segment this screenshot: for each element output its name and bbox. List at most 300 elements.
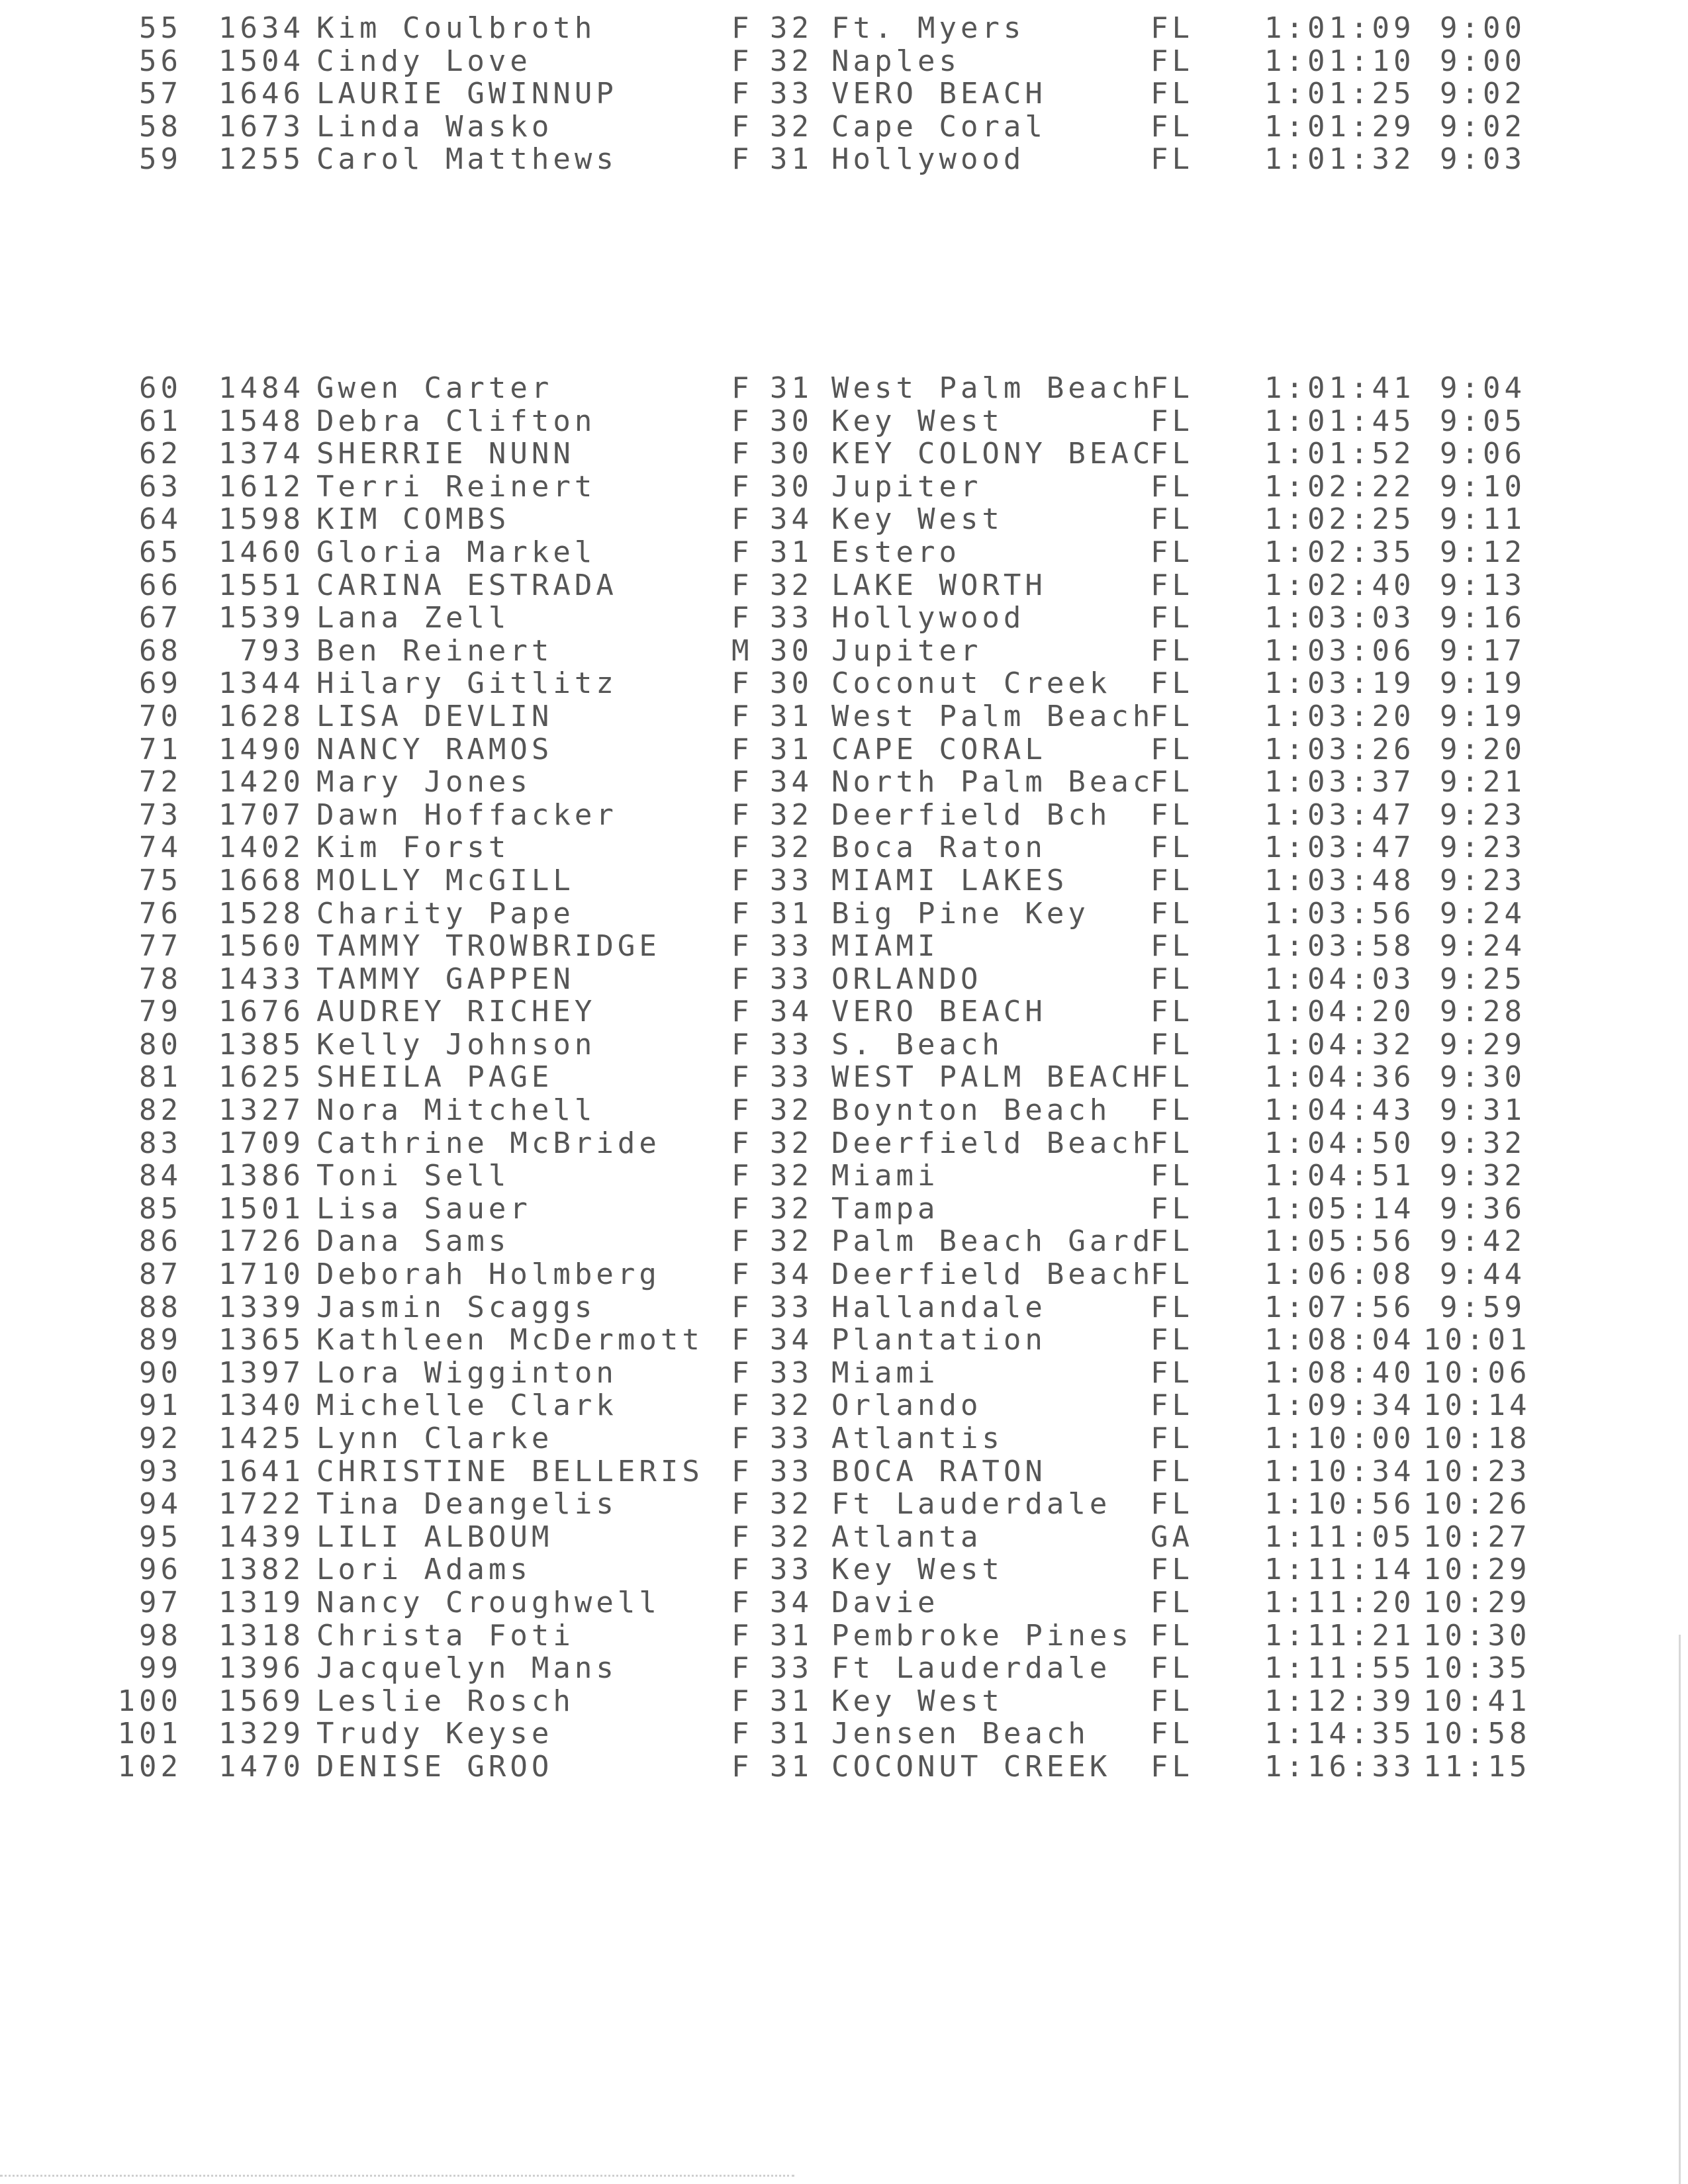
age-cell: 30 (770, 404, 813, 438)
result-row (0, 602, 1688, 635)
bib-cell: 1539 (218, 601, 305, 635)
place-cell: 101 (117, 1717, 182, 1751)
bib-cell: 1385 (218, 1027, 305, 1062)
age-cell: 33 (770, 863, 813, 897)
result-row (0, 1553, 1688, 1586)
results-block-top (0, 12, 1688, 176)
bib-cell: 1420 (218, 765, 305, 799)
result-row (0, 667, 1688, 700)
age-cell: 32 (770, 11, 813, 45)
city-cell: Key West (831, 404, 1004, 438)
result-row (0, 635, 1688, 668)
place-cell: 64 (139, 502, 182, 537)
state-cell: FL (1150, 1126, 1194, 1160)
pace-cell: 9:21 (1440, 765, 1526, 799)
age-cell: 32 (770, 797, 813, 832)
city-cell: Pembroke Pines (831, 1618, 1133, 1653)
age-cell: 31 (770, 1717, 813, 1751)
time-cell: 1:11:20 (1264, 1585, 1415, 1619)
sex-cell: F (731, 437, 753, 471)
place-cell: 67 (139, 601, 182, 635)
state-cell: FL (1150, 831, 1194, 865)
place-cell: 100 (117, 1684, 182, 1718)
sex-cell: F (731, 831, 753, 865)
name-cell: Terri Reinert (316, 469, 596, 504)
result-row (0, 143, 1688, 176)
sex-cell: F (731, 1553, 753, 1587)
name-cell: Linda Wasko (316, 109, 553, 144)
state-cell: FL (1150, 929, 1194, 964)
place-cell: 76 (139, 896, 182, 931)
time-cell: 1:03:37 (1264, 765, 1415, 799)
pace-cell: 9:13 (1440, 568, 1526, 602)
city-cell: Deerfield Beach (831, 1257, 1154, 1292)
bib-cell: 1344 (218, 666, 305, 701)
place-cell: 63 (139, 469, 182, 504)
state-cell: FL (1150, 1093, 1194, 1128)
bib-cell: 1396 (218, 1651, 305, 1686)
results-block-main (0, 372, 1688, 1784)
time-cell: 1:02:22 (1264, 469, 1415, 504)
age-cell: 34 (770, 1323, 813, 1357)
pace-cell: 9:12 (1440, 535, 1526, 569)
name-cell: Cathrine McBride (316, 1126, 661, 1160)
city-cell: Palm Beach Gard (831, 1224, 1154, 1259)
pace-cell: 10:14 (1423, 1388, 1531, 1423)
state-cell: FL (1150, 896, 1194, 931)
time-cell: 1:10:34 (1264, 1454, 1415, 1488)
result-row (0, 1652, 1688, 1685)
bib-cell: 1726 (218, 1224, 305, 1259)
bib-cell: 1569 (218, 1684, 305, 1718)
place-cell: 61 (139, 404, 182, 438)
age-cell: 30 (770, 437, 813, 471)
result-row (0, 77, 1688, 111)
pace-cell: 10:27 (1423, 1520, 1531, 1554)
state-cell: FL (1150, 11, 1194, 45)
age-cell: 32 (770, 109, 813, 144)
scan-edge-line (1679, 1635, 1681, 2184)
result-row (0, 1160, 1688, 1193)
age-cell: 31 (770, 1618, 813, 1653)
pace-cell: 10:06 (1423, 1355, 1531, 1390)
sex-cell: F (731, 765, 753, 799)
city-cell: West Palm Beach (831, 699, 1154, 733)
age-cell: 34 (770, 1585, 813, 1619)
sex-cell: F (731, 109, 753, 144)
result-row (0, 1061, 1688, 1094)
state-cell: FL (1150, 1224, 1194, 1259)
pace-cell: 9:20 (1440, 732, 1526, 766)
name-cell: Hilary Gitlitz (316, 666, 618, 701)
sex-cell: F (731, 1651, 753, 1686)
state-cell: FL (1150, 502, 1194, 537)
state-cell: FL (1150, 568, 1194, 602)
result-row (0, 45, 1688, 78)
age-cell: 30 (770, 633, 813, 668)
state-cell: FL (1150, 1454, 1194, 1488)
state-cell: FL (1150, 437, 1194, 471)
pace-cell: 9:17 (1440, 633, 1526, 668)
sex-cell: F (731, 601, 753, 635)
pace-cell: 9:11 (1440, 502, 1526, 537)
name-cell: AUDREY RICHEY (316, 995, 596, 1029)
city-cell: ORLANDO (831, 962, 982, 996)
sex-cell: F (731, 1388, 753, 1423)
name-cell: TAMMY GAPPEN (316, 962, 575, 996)
pace-cell: 9:32 (1440, 1159, 1526, 1193)
sex-cell: F (731, 995, 753, 1029)
time-cell: 1:01:29 (1264, 109, 1415, 144)
state-cell: FL (1150, 995, 1194, 1029)
state-cell: FL (1150, 44, 1194, 78)
time-cell: 1:07:56 (1264, 1290, 1415, 1324)
result-row (0, 1389, 1688, 1422)
time-cell: 1:12:39 (1264, 1684, 1415, 1718)
state-cell: FL (1150, 109, 1194, 144)
sex-cell: F (731, 77, 753, 111)
place-cell: 92 (139, 1422, 182, 1455)
result-row (0, 437, 1688, 471)
city-cell: Atlanta (831, 1520, 982, 1554)
place-cell: 80 (139, 1027, 182, 1062)
time-cell: 1:02:35 (1264, 535, 1415, 569)
city-cell: VERO BEACH (831, 995, 1047, 1029)
time-cell: 1:03:56 (1264, 896, 1415, 931)
sex-cell: F (731, 896, 753, 931)
state-cell: FL (1150, 77, 1194, 111)
name-cell: Michelle Clark (316, 1388, 618, 1423)
age-cell: 31 (770, 732, 813, 766)
bib-cell: 1501 (218, 1191, 305, 1226)
state-cell: FL (1150, 666, 1194, 701)
name-cell: Gloria Markel (316, 535, 596, 569)
result-row (0, 1751, 1688, 1784)
city-cell: CAPE CORAL (831, 732, 1047, 766)
bib-cell: 1339 (218, 1290, 305, 1324)
sex-cell: M (731, 633, 753, 668)
name-cell: CARINA ESTRADA (316, 568, 618, 602)
place-cell: 55 (139, 11, 182, 45)
state-cell: FL (1150, 469, 1194, 504)
time-cell: 1:03:47 (1264, 831, 1415, 865)
time-cell: 1:03:20 (1264, 699, 1415, 733)
time-cell: 1:01:32 (1264, 142, 1415, 177)
name-cell: Carol Matthews (316, 142, 618, 177)
bib-cell: 1439 (218, 1520, 305, 1554)
time-cell: 1:09:34 (1264, 1388, 1415, 1423)
name-cell: Nora Mitchell (316, 1093, 596, 1128)
bib-cell: 1318 (218, 1618, 305, 1653)
bib-cell: 1560 (218, 929, 305, 964)
sex-cell: F (731, 1126, 753, 1160)
place-cell: 73 (139, 797, 182, 832)
name-cell: Ben Reinert (316, 633, 553, 668)
city-cell: Ft. Myers (831, 11, 1025, 45)
city-cell: Miami (831, 1159, 939, 1193)
result-row (0, 372, 1688, 405)
place-cell: 88 (139, 1290, 182, 1324)
place-cell: 77 (139, 929, 182, 964)
age-cell: 30 (770, 469, 813, 504)
result-row (0, 1094, 1688, 1127)
name-cell: Deborah Holmberg (316, 1257, 661, 1292)
place-cell: 70 (139, 699, 182, 733)
city-cell: Deerfield Beach (831, 1126, 1154, 1160)
pace-cell: 9:36 (1440, 1191, 1526, 1226)
pace-cell: 9:32 (1440, 1126, 1526, 1160)
time-cell: 1:11:55 (1264, 1651, 1415, 1686)
city-cell: Jensen Beach (831, 1717, 1090, 1751)
city-cell: Coconut Creek (831, 666, 1111, 701)
bib-cell: 1365 (218, 1323, 305, 1357)
name-cell: Dawn Hoffacker (316, 797, 618, 832)
bib-cell: 1598 (218, 502, 305, 537)
city-cell: Key West (831, 1684, 1004, 1718)
age-cell: 33 (770, 1422, 813, 1455)
city-cell: Hollywood (831, 142, 1025, 177)
age-cell: 33 (770, 601, 813, 635)
state-cell: FL (1150, 765, 1194, 799)
state-cell: FL (1150, 1060, 1194, 1095)
pace-cell: 9:24 (1440, 929, 1526, 964)
pace-cell: 9:31 (1440, 1093, 1526, 1128)
place-cell: 83 (139, 1126, 182, 1160)
city-cell: Ft Lauderdale (831, 1487, 1111, 1522)
sex-cell: F (731, 1585, 753, 1619)
name-cell: LAURIE GWINNUP (316, 77, 618, 111)
city-cell: Atlantis (831, 1422, 1004, 1455)
place-cell: 60 (139, 371, 182, 405)
name-cell: LILI ALBOUM (316, 1520, 553, 1554)
place-cell: 87 (139, 1257, 182, 1292)
place-cell: 66 (139, 568, 182, 602)
place-cell: 69 (139, 666, 182, 701)
city-cell: Hollywood (831, 601, 1025, 635)
bib-cell: 1382 (218, 1553, 305, 1587)
result-row (0, 569, 1688, 602)
time-cell: 1:10:00 (1264, 1422, 1415, 1455)
time-cell: 1:02:40 (1264, 568, 1415, 602)
sex-cell: F (731, 1487, 753, 1522)
bib-cell: 1722 (218, 1487, 305, 1522)
place-cell: 57 (139, 77, 182, 111)
result-row (0, 1717, 1688, 1751)
age-cell: 33 (770, 962, 813, 996)
name-cell: Gwen Carter (316, 371, 553, 405)
sex-cell: F (731, 502, 753, 537)
bib-cell: 793 (240, 633, 305, 668)
name-cell: CHRISTINE BELLERIS (316, 1454, 704, 1488)
bib-cell: 1628 (218, 699, 305, 733)
age-cell: 34 (770, 995, 813, 1029)
name-cell: Tina Deangelis (316, 1487, 618, 1522)
place-cell: 98 (139, 1618, 182, 1653)
name-cell: Cindy Love (316, 44, 532, 78)
state-cell: FL (1150, 1191, 1194, 1226)
result-row (0, 1291, 1688, 1324)
name-cell: Jacquelyn Mans (316, 1651, 618, 1686)
result-row (0, 1586, 1688, 1619)
city-cell: Big Pine Key (831, 896, 1090, 931)
sex-cell: F (731, 142, 753, 177)
city-cell: West Palm Beach (831, 371, 1154, 405)
bib-cell: 1625 (218, 1060, 305, 1095)
city-cell: KEY COLONY BEAC (831, 437, 1154, 471)
name-cell: Kim Coulbroth (316, 11, 596, 45)
sex-cell: F (731, 1618, 753, 1653)
bib-cell: 1340 (218, 1388, 305, 1423)
time-cell: 1:08:04 (1264, 1323, 1415, 1357)
pace-cell: 9:10 (1440, 469, 1526, 504)
time-cell: 1:01:10 (1264, 44, 1415, 78)
bib-cell: 1255 (218, 142, 305, 177)
age-cell: 34 (770, 1257, 813, 1292)
pace-cell: 9:19 (1440, 699, 1526, 733)
bib-cell: 1709 (218, 1126, 305, 1160)
bib-cell: 1397 (218, 1355, 305, 1390)
result-row (0, 1521, 1688, 1554)
state-cell: FL (1150, 797, 1194, 832)
state-cell: FL (1150, 962, 1194, 996)
pace-cell: 10:18 (1423, 1422, 1531, 1455)
sex-cell: F (731, 1224, 753, 1259)
time-cell: 1:01:45 (1264, 404, 1415, 438)
state-cell: FL (1150, 1257, 1194, 1292)
result-row (0, 405, 1688, 438)
result-row (0, 897, 1688, 931)
pace-cell: 10:29 (1423, 1553, 1531, 1587)
name-cell: Kathleen McDermott (316, 1323, 704, 1357)
bib-cell: 1634 (218, 11, 305, 45)
name-cell: Debra Clifton (316, 404, 596, 438)
place-cell: 96 (139, 1553, 182, 1587)
bib-cell: 1673 (218, 109, 305, 144)
sex-cell: F (731, 371, 753, 405)
age-cell: 31 (770, 896, 813, 931)
result-row (0, 1324, 1688, 1357)
sex-cell: F (731, 44, 753, 78)
place-cell: 95 (139, 1520, 182, 1554)
pace-cell: 10:58 (1423, 1717, 1531, 1751)
name-cell: Leslie Rosch (316, 1684, 575, 1718)
city-cell: Deerfield Bch (831, 797, 1111, 832)
time-cell: 1:04:51 (1264, 1159, 1415, 1193)
bib-cell: 1528 (218, 896, 305, 931)
pace-cell: 9:04 (1440, 371, 1526, 405)
age-cell: 32 (770, 831, 813, 865)
bib-cell: 1329 (218, 1717, 305, 1751)
sex-cell: F (731, 11, 753, 45)
result-row (0, 1258, 1688, 1291)
bib-cell: 1327 (218, 1093, 305, 1128)
time-cell: 1:16:33 (1264, 1749, 1415, 1784)
place-cell: 68 (139, 633, 182, 668)
place-cell: 91 (139, 1388, 182, 1423)
sex-cell: F (731, 666, 753, 701)
pace-cell: 10:26 (1423, 1487, 1531, 1522)
sex-cell: F (731, 469, 753, 504)
city-cell: Boynton Beach (831, 1093, 1111, 1128)
time-cell: 1:03:06 (1264, 633, 1415, 668)
bib-cell: 1433 (218, 962, 305, 996)
age-cell: 32 (770, 1126, 813, 1160)
city-cell: MIAMI LAKES (831, 863, 1068, 897)
result-row (0, 1619, 1688, 1653)
city-cell: Miami (831, 1355, 939, 1390)
pace-cell: 9:23 (1440, 797, 1526, 832)
city-cell: Key West (831, 502, 1004, 537)
result-row (0, 995, 1688, 1028)
city-cell: Jupiter (831, 469, 982, 504)
bib-cell: 1425 (218, 1422, 305, 1455)
name-cell: Lori Adams (316, 1553, 532, 1587)
result-row (0, 471, 1688, 504)
time-cell: 1:01:25 (1264, 77, 1415, 111)
place-cell: 71 (139, 732, 182, 766)
time-cell: 1:01:41 (1264, 371, 1415, 405)
pace-cell: 9:42 (1440, 1224, 1526, 1259)
state-cell: FL (1150, 863, 1194, 897)
state-cell: FL (1150, 601, 1194, 635)
pace-cell: 10:01 (1423, 1323, 1531, 1357)
age-cell: 33 (770, 929, 813, 964)
age-cell: 33 (770, 1651, 813, 1686)
time-cell: 1:03:19 (1264, 666, 1415, 701)
bib-cell: 1504 (218, 44, 305, 78)
state-cell: FL (1150, 1749, 1194, 1784)
name-cell: MOLLY McGILL (316, 863, 575, 897)
sex-cell: F (731, 732, 753, 766)
time-cell: 1:04:43 (1264, 1093, 1415, 1128)
age-cell: 32 (770, 44, 813, 78)
result-row (0, 12, 1688, 45)
sex-cell: F (731, 1422, 753, 1455)
city-cell: Estero (831, 535, 961, 569)
sex-cell: F (731, 404, 753, 438)
name-cell: KIM COMBS (316, 502, 510, 537)
bib-cell: 1548 (218, 404, 305, 438)
state-cell: FL (1150, 1027, 1194, 1062)
bib-cell: 1484 (218, 371, 305, 405)
state-cell: GA (1150, 1520, 1194, 1554)
sex-cell: F (731, 1520, 753, 1554)
city-cell: Key West (831, 1553, 1004, 1587)
state-cell: FL (1150, 142, 1194, 177)
result-row (0, 1685, 1688, 1718)
sex-cell: F (731, 797, 753, 832)
age-cell: 31 (770, 535, 813, 569)
sex-cell: F (731, 1290, 753, 1324)
place-cell: 99 (139, 1651, 182, 1686)
time-cell: 1:02:25 (1264, 502, 1415, 537)
pace-cell: 9:29 (1440, 1027, 1526, 1062)
state-cell: FL (1150, 633, 1194, 668)
place-cell: 90 (139, 1355, 182, 1390)
state-cell: FL (1150, 1618, 1194, 1653)
city-cell: Jupiter (831, 633, 982, 668)
age-cell: 31 (770, 371, 813, 405)
name-cell: SHEILA PAGE (316, 1060, 553, 1095)
sex-cell: F (731, 699, 753, 733)
sex-cell: F (731, 1027, 753, 1062)
pace-cell: 10:30 (1423, 1618, 1531, 1653)
sex-cell: F (731, 1159, 753, 1193)
sex-cell: F (731, 1093, 753, 1128)
name-cell: Kelly Johnson (316, 1027, 596, 1062)
city-cell: Tampa (831, 1191, 939, 1226)
age-cell: 33 (770, 1553, 813, 1587)
